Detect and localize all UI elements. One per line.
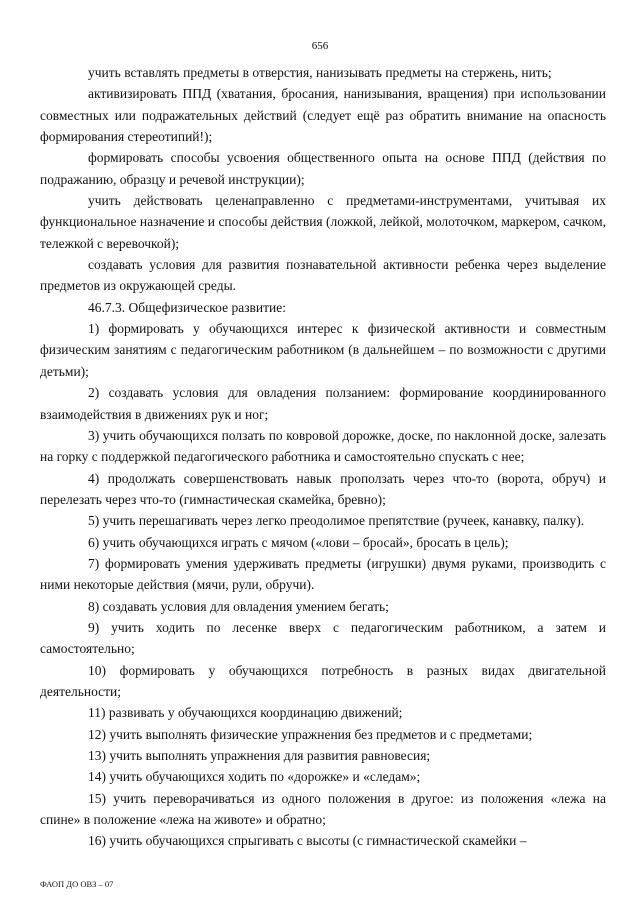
paragraph: активизировать ППД (хватания, бросания, нанизывания, вращения) при использовании совместных или подражательных действий (следует ещё раз обратить внимание на опасность формирования стереотипий!); <box>40 86 606 145</box>
body-text <box>40 62 606 852</box>
list-item: 16) учить обучающихся спрыгивать с высоты (с гимнастической скамейки – <box>88 833 527 849</box>
list-item: 14) учить обучающихся ходить по «дорожке» и «следам»; <box>88 769 421 785</box>
list-item: 1) формировать у обучающихся интерес к физической активности и совместным физическим занятиям с педагогическим работником (в дальнейшем – по возможности с другими детьми); <box>40 321 606 379</box>
list-item: 9) учить ходить по лесенке вверх с педагогическим работником, а затем и самостоятельно; <box>40 619 606 657</box>
paragraph: формировать способы усвоения общественного опыта на основе ППД (действия по подражанию, образцу и речевой инструкции); <box>40 150 606 187</box>
list-item: 13) учить выполнять упражнения для развития равновесия; <box>88 748 431 763</box>
list-item: 15) учить переворачиваться из одного положения в другое: из положения «лежа на спине» в положение «лежа на животе» и обратно; <box>40 790 606 828</box>
list-item: 4) продолжать совершенствовать навык проползать через что-то (ворота, обруч) и перелезать через что-то (гимнастическая скамейка, бревно); <box>40 470 606 507</box>
list-item: 6) учить обучающихся играть с мячом («лови – бросай», бросать в цель); <box>88 534 509 550</box>
list-item: 3) учить обучающихся ползать по ковровой дорожке, доске, по наклонной доске, залезать на горку с поддержкой педагогического работника и самостоятельно спускать с нее; <box>40 427 606 465</box>
list-item: 5) учить перешагивать через легко преодолимое препятствие (ручеек, канавку, палку). <box>88 513 585 529</box>
list-item: 12) учить выполнять физические упражнения без предметов и с предметами; <box>88 726 533 742</box>
list-item: 8) создавать условия для овладения умением бегать; <box>88 598 389 614</box>
list-item: 10) формировать у обучающихся потребность в разных видах двигательной деятельности; <box>40 662 606 699</box>
footer: ФАОП ДО ОВЗ – 07 <box>40 879 114 889</box>
page-number: 656 <box>311 40 329 52</box>
list-item: 2) создавать условия для овладения ползанием: формирование координированного взаимодействия в движениях рук и ног; <box>40 385 606 422</box>
paragraph: учить вставлять предметы в отверстия, нанизывать предметы на стержень, нить; <box>88 65 552 80</box>
list-item: 7) формировать умения удерживать предметы (игрушки) двумя руками, производить с ними некоторые действия (мячи, рули, обручи). <box>40 555 606 593</box>
paragraph: учить действовать целенаправленно с предметами-инструментами, учитывая их функциональное назначение и способы действия (ложкой, лейкой, молоточком, маркером, сачком, тележкой с веревочкой); <box>40 193 606 251</box>
paragraph: создавать условия для развития познавательной активности ребенка через выделение предметов из окружающей среды. <box>40 257 606 294</box>
section-heading: 46.7.3. Общефизическое развитие: <box>88 299 287 315</box>
list-item: 11) развивать у обучающихся координацию движений; <box>88 705 403 721</box>
